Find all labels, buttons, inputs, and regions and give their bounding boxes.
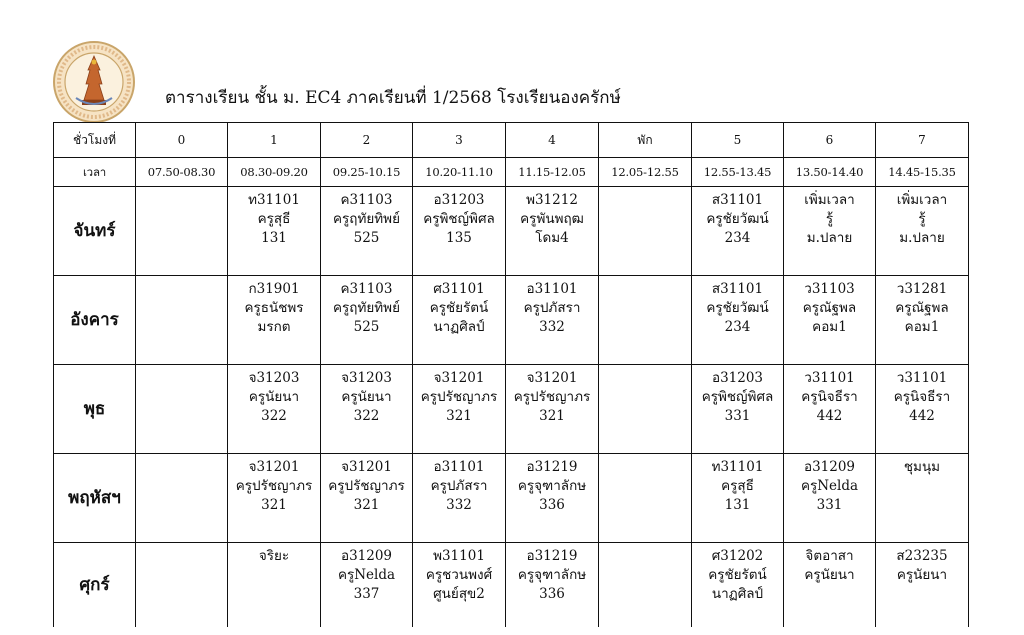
schedule-cell xyxy=(784,365,876,454)
schedule-cell xyxy=(506,276,599,365)
teacher-name: ครูนิจธีรา xyxy=(893,389,951,405)
day-row xyxy=(54,543,969,628)
subject-code: ว31101 xyxy=(804,370,855,386)
room-name: 131 xyxy=(724,497,751,513)
subject-code: เพิ่มเวลา xyxy=(804,192,855,208)
time-slot: 13.50-14.40 xyxy=(784,158,876,187)
time-header-label: เวลา xyxy=(54,158,136,187)
subject-code: อ31209 xyxy=(803,459,856,475)
subject-code: ชุมนุม xyxy=(903,459,941,475)
teacher-name: รู้ xyxy=(918,211,926,227)
school-emblem-icon xyxy=(52,40,136,124)
schedule-cell xyxy=(692,543,784,628)
subject-code: ท31101 xyxy=(248,192,300,208)
teacher-name: ครูปภัสรา xyxy=(430,478,488,494)
room-name: 321 xyxy=(261,497,287,513)
room-name: 337 xyxy=(353,586,380,602)
schedule-cell xyxy=(784,187,876,276)
period-number: 3 xyxy=(413,123,506,158)
period-header-label: ชั่วโมงที่ xyxy=(54,123,136,158)
teacher-name: ครูฤทัยทิพย์ xyxy=(333,300,400,316)
schedule-cell xyxy=(321,365,413,454)
day-row xyxy=(54,365,969,454)
subject-code: ส31101 xyxy=(711,192,764,208)
subject-code: จ31201 xyxy=(433,370,485,386)
header-row xyxy=(54,123,969,158)
subject-code: จ31201 xyxy=(526,370,578,386)
room-name: 135 xyxy=(446,230,472,246)
subject-code: อ31101 xyxy=(433,459,485,475)
schedule-cell xyxy=(321,276,413,365)
subject-code: จ31201 xyxy=(341,459,392,475)
time-slot: 09.25-10.15 xyxy=(321,158,413,187)
room-name: 525 xyxy=(353,230,380,246)
schedule-cell xyxy=(784,276,876,365)
schedule-cell xyxy=(692,365,784,454)
room-name: 234 xyxy=(724,230,751,246)
teacher-name: ครูพันพฤฒ xyxy=(520,211,584,227)
room-name: 332 xyxy=(446,497,472,513)
teacher-name: ครูธนัชพร xyxy=(244,300,304,316)
schedule-cell xyxy=(136,365,228,454)
subject-code: ว31103 xyxy=(804,281,855,297)
room-name: 234 xyxy=(724,319,751,335)
teacher-name: ครูจุฑาลักษ xyxy=(517,478,587,494)
time-row xyxy=(54,158,969,187)
subject-code: จ31201 xyxy=(248,459,300,475)
room-name: 321 xyxy=(353,497,380,513)
time-slot: 10.20-11.10 xyxy=(413,158,506,187)
period-number: 6 xyxy=(784,123,876,158)
day-name: พฤหัสฯ xyxy=(54,454,136,543)
teacher-name: รู้ xyxy=(825,211,834,227)
teacher-name: ครูนัยนา xyxy=(896,567,948,583)
timetable xyxy=(53,122,969,627)
subject-code: อ31219 xyxy=(526,548,578,564)
subject-code: จ31203 xyxy=(248,370,300,386)
teacher-name: ครูชัยวัฒน์ xyxy=(706,300,769,316)
schedule-cell xyxy=(599,543,692,628)
time-slot: 08.30-09.20 xyxy=(228,158,321,187)
room-name: 442 xyxy=(909,408,935,424)
subject-code: ท31101 xyxy=(711,459,764,475)
schedule-cell xyxy=(321,187,413,276)
day-name: พุธ xyxy=(54,365,136,454)
period-number: 4 xyxy=(506,123,599,158)
subject-code: พ31101 xyxy=(433,548,485,564)
room-name: 336 xyxy=(539,497,565,513)
time-slot: 11.15-12.05 xyxy=(506,158,599,187)
teacher-name: ครูนัยนา xyxy=(804,567,855,583)
room-name: 331 xyxy=(816,497,843,513)
schedule-cell xyxy=(228,365,321,454)
time-slot: 12.55-13.45 xyxy=(692,158,784,187)
time-slot: 07.50-08.30 xyxy=(136,158,228,187)
teacher-name: ครูชวนพงศ์ xyxy=(425,567,493,583)
teacher-name: ครูปภัสรา xyxy=(523,300,581,316)
room-name: 331 xyxy=(724,408,751,424)
teacher-name: ครูจุฑาลักษ xyxy=(517,567,587,583)
schedule-cell xyxy=(876,276,969,365)
page-title: ตารางเรียน ชั้น ม. EC4 ภาคเรียนที่ 1/2568 โรงเรียนองครักษ์ xyxy=(165,88,621,108)
room-name: นาฏศิลป์ xyxy=(711,586,764,602)
schedule-cell xyxy=(599,365,692,454)
period-number: 7 xyxy=(876,123,969,158)
subject-code: ค31103 xyxy=(340,192,393,208)
room-name: มรกต xyxy=(257,319,291,335)
room-name: 525 xyxy=(353,319,380,335)
room-name: นาฏศิลป์ xyxy=(433,319,485,335)
schedule-cell xyxy=(228,454,321,543)
room-name: คอม1 xyxy=(904,319,940,335)
period-number: 0 xyxy=(136,123,228,158)
room-name: 131 xyxy=(261,230,287,246)
period-number: 5 xyxy=(692,123,784,158)
schedule-cell xyxy=(413,543,506,628)
teacher-name: ครูชัยรัตน์ xyxy=(708,567,767,583)
subject-code: ว31101 xyxy=(896,370,948,386)
schedule-cell xyxy=(876,365,969,454)
room-name: 321 xyxy=(539,408,565,424)
subject-code: จ31203 xyxy=(341,370,392,386)
teacher-name: ครูนัยนา xyxy=(248,389,300,405)
teacher-name: ครูณัฐพล xyxy=(895,300,949,316)
day-row xyxy=(54,454,969,543)
subject-code: อ31101 xyxy=(526,281,578,297)
subject-code: จริยะ xyxy=(258,548,290,564)
subject-code: ศ31101 xyxy=(433,281,485,297)
teacher-name: ครูปรัชญาภร xyxy=(513,389,591,405)
schedule-cell xyxy=(228,276,321,365)
schedule-cell xyxy=(876,454,969,543)
time-slot: 14.45-15.35 xyxy=(876,158,969,187)
room-name: โดม4 xyxy=(535,230,569,246)
teacher-name: ครูNelda xyxy=(337,567,396,583)
subject-code: เพิ่มเวลา xyxy=(896,192,948,208)
teacher-name: ครูนัยนา xyxy=(341,389,392,405)
teacher-name: ครูชัยวัฒน์ xyxy=(706,211,769,227)
schedule-cell xyxy=(692,454,784,543)
teacher-name: ครูNelda xyxy=(800,478,859,494)
room-name: ม.ปลาย xyxy=(806,230,853,246)
day-name: จันทร์ xyxy=(54,187,136,276)
schedule-cell xyxy=(692,187,784,276)
schedule-cell xyxy=(136,187,228,276)
teacher-name: ครูปรัชญาภร xyxy=(235,478,313,494)
room-name: 322 xyxy=(261,408,287,424)
schedule-cell xyxy=(784,543,876,628)
schedule-cell xyxy=(228,543,321,628)
day-name: อังคาร xyxy=(54,276,136,365)
schedule-cell xyxy=(506,543,599,628)
teacher-name: ครูสุธี xyxy=(257,211,291,227)
room-name: 322 xyxy=(353,408,380,424)
teacher-name: ครูชัยรัตน์ xyxy=(429,300,489,316)
room-name: คอม1 xyxy=(812,319,847,335)
subject-code: ก31901 xyxy=(248,281,300,297)
day-row xyxy=(54,276,969,365)
schedule-cell xyxy=(413,365,506,454)
schedule-cell xyxy=(413,187,506,276)
teacher-name: ครูปรัชญาภร xyxy=(328,478,405,494)
schedule-cell xyxy=(599,187,692,276)
schedule-cell xyxy=(506,454,599,543)
subject-code: อ31203 xyxy=(711,370,764,386)
schedule-cell xyxy=(599,276,692,365)
subject-code: พ31212 xyxy=(526,192,578,208)
schedule-cell xyxy=(506,187,599,276)
period-number: 2 xyxy=(321,123,413,158)
schedule-cell xyxy=(413,454,506,543)
subject-code: อ31209 xyxy=(340,548,393,564)
teacher-name: ครูพิชญ์พิศล xyxy=(423,211,495,227)
schedule-cell xyxy=(876,543,969,628)
room-name: 442 xyxy=(816,408,843,424)
teacher-name: ครูปรัชญาภร xyxy=(420,389,498,405)
subject-code: ค31103 xyxy=(340,281,393,297)
schedule-cell xyxy=(136,543,228,628)
teacher-name: ครูณัฐพล xyxy=(802,300,857,316)
teacher-name: ครูสุธี xyxy=(721,478,754,494)
time-slot: 12.05-12.55 xyxy=(599,158,692,187)
room-name: ม.ปลาย xyxy=(899,230,945,246)
schedule-cell xyxy=(413,276,506,365)
room-name: 332 xyxy=(539,319,565,335)
schedule-cell xyxy=(136,454,228,543)
subject-code: อ31203 xyxy=(433,192,485,208)
subject-code: ว31281 xyxy=(896,281,948,297)
period-number: 1 xyxy=(228,123,321,158)
subject-code: ศ31202 xyxy=(711,548,764,564)
teacher-name: ครูพิชญ์พิศล xyxy=(701,389,774,405)
teacher-name: ครูฤทัยทิพย์ xyxy=(333,211,400,227)
schedule-cell xyxy=(876,187,969,276)
day-row xyxy=(54,187,969,276)
subject-code: อ31219 xyxy=(526,459,578,475)
schedule-cell xyxy=(136,276,228,365)
room-name: ศูนย์สุข2 xyxy=(433,586,485,602)
subject-code: ส31101 xyxy=(711,281,764,297)
schedule-cell xyxy=(228,187,321,276)
subject-code: ส23235 xyxy=(896,548,948,564)
room-name: 336 xyxy=(539,586,565,602)
subject-code: จิตอาสา xyxy=(805,548,854,564)
room-name: 321 xyxy=(446,408,472,424)
schedule-cell xyxy=(784,454,876,543)
schedule-cell xyxy=(321,454,413,543)
schedule-cell xyxy=(321,543,413,628)
day-name: ศุกร์ xyxy=(54,543,136,628)
break-header: พัก xyxy=(599,123,692,158)
schedule-cell xyxy=(506,365,599,454)
schedule-cell xyxy=(692,276,784,365)
schedule-cell xyxy=(599,454,692,543)
teacher-name: ครูนิจธีรา xyxy=(801,389,858,405)
